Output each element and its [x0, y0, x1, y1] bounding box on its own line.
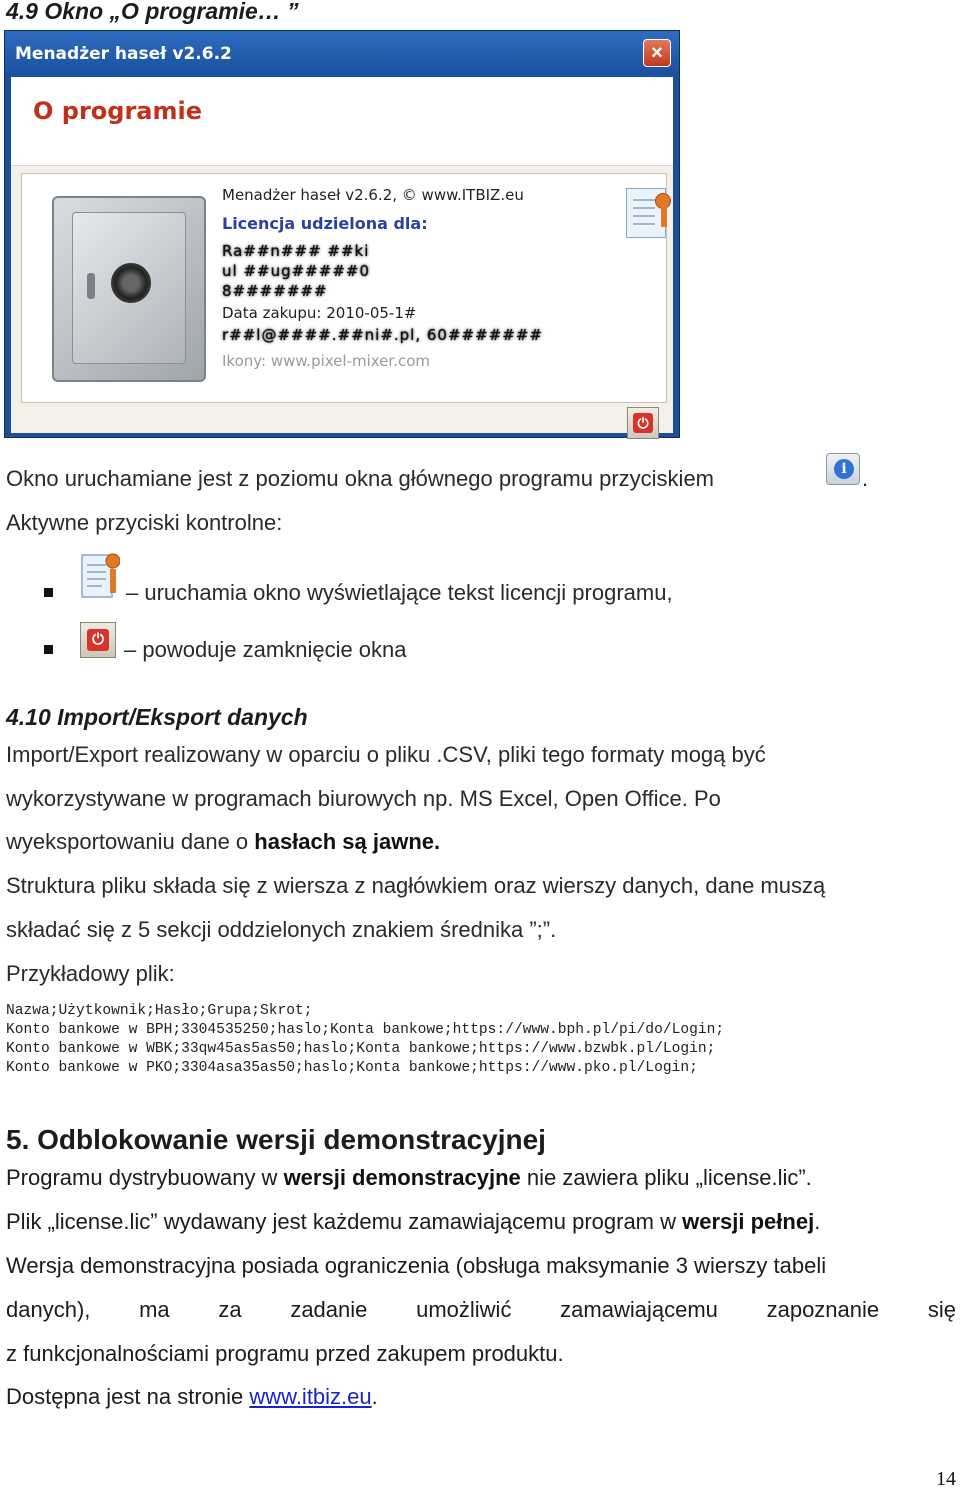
purchase-date: Data zakupu: 2010-05-1#: [222, 304, 417, 322]
license-button-desc: – uruchamia okno wyświetlające tekst licencji programu,: [126, 580, 673, 605]
import-p1-line2: wykorzystywane w programach biurowych np. MS Excel, Open Office. Po: [6, 786, 721, 811]
import-p1-line3: wyeksportowaniu dane o hasłach są jawne.: [6, 829, 441, 854]
cert-text-line: [633, 223, 655, 225]
example-label: Przykładowy plik:: [6, 961, 175, 986]
licensee-postcode-redacted: 8#######: [222, 282, 328, 300]
itbiz-link[interactable]: www.itbiz.eu: [249, 1384, 372, 1409]
section-5-title: 5. Odblokowanie wersji demonstracyjnej: [6, 1124, 546, 1155]
intro-line-1: Okno uruchamiane jest z poziomu okna głównego programu przyciskiem: [6, 466, 715, 491]
window-close-icon[interactable]: ×: [643, 39, 671, 67]
safe-dial: [111, 263, 151, 303]
power-off-icon: [80, 622, 116, 658]
demo-line-3: Wersja demonstracyjna posiada ograniczenia (obsługa maksymanie 3 wierszy tabeli: [6, 1253, 827, 1278]
safe-icon: [52, 196, 206, 382]
safe-handle: [87, 273, 95, 299]
import-p2-line2: składać się z 5 sekcji oddzielonych znakiem średnika ”;”.: [6, 917, 557, 942]
bullet: [44, 588, 53, 597]
window-body: [11, 77, 673, 433]
code-line: Konto bankowe w WBK;33qw45as5as50;haslo;Konta bankowe;https://www.bzwbk.pl/Login;: [6, 1041, 716, 1057]
close-button-desc: – powoduje zamknięcie okna: [124, 637, 407, 662]
licensee-address-redacted: ul ##ug#####0: [222, 262, 370, 280]
intro-line-2: Aktywne przyciski kontrolne:: [6, 510, 283, 535]
license-certificate-icon[interactable]: [626, 188, 666, 238]
window-titlebar: [5, 31, 679, 77]
power-icon: ⏻: [633, 413, 653, 433]
close-window-button[interactable]: [627, 407, 659, 439]
section-4-10-title: 4.10 Import/Eksport danych: [6, 704, 308, 730]
section-4-9-title: 4.9 Okno „O programie… ”: [6, 0, 299, 24]
info-icon: [826, 453, 860, 485]
demo-line-4: danych), ma za zadanie umożliwić zamawiającemu zapoznanie się: [6, 1297, 956, 1322]
about-panel: [21, 173, 667, 403]
code-line: Konto bankowe w BPH;3304535250;haslo;Konta bankowe;https://www.bph.pl/pi/do/Login;: [6, 1022, 725, 1038]
code-line: Nazwa;Użytkownik;Hasło;Grupa;Skrot;: [6, 1003, 313, 1019]
safe-door: [72, 212, 186, 364]
demo-line-2: Plik „license.lic” wydawany jest każdemu zamawiającemu program w wersji pełnej.: [6, 1209, 821, 1234]
window-header: [11, 77, 673, 166]
icons-credit: Ikony: www.pixel-mixer.com: [222, 352, 430, 370]
import-p1-line1: Import/Export realizowany w oparciu o pliku .CSV, pliki tego formaty mogą być: [6, 742, 766, 767]
demo-line-6: Dostępna jest na stronie www.itbiz.eu.: [6, 1384, 378, 1409]
cert-ribbon: [661, 207, 667, 227]
cert-text-line: [633, 215, 655, 217]
demo-line-1: Programu dystrybuowany w wersji demonstracyjne nie zawiera pliku „license.lic”.: [6, 1165, 812, 1190]
window-title: Menadżer haseł v2.6.2: [15, 44, 232, 64]
licensee-contact-redacted: r##l@####.##ni#.pl, 60#######: [222, 326, 543, 344]
page-number: 14: [936, 1468, 956, 1490]
demo-line-5: z funkcjonalnościami programu przed zakupem produktu.: [6, 1341, 564, 1366]
license-label: Licencja udzielona dla:: [222, 214, 428, 233]
info-glyph: i: [834, 459, 854, 479]
cert-text-line: [633, 199, 655, 201]
about-window-screenshot: [4, 30, 680, 438]
import-p2-line1: Struktura pliku składa się z wiersza z nagłówkiem oraz wierszy danych, dane muszą: [6, 873, 826, 898]
window-header-title: O programie: [33, 97, 202, 125]
licensee-name-redacted: Ra##n### ##ki: [222, 242, 370, 260]
power-icon: ⏻: [87, 629, 109, 651]
cert-text-line: [633, 207, 655, 209]
code-line: Konto bankowe w PKO;3304asa35as50;haslo;Konta bankowe;https://www.pko.pl/Login;: [6, 1060, 698, 1076]
intro-line-1-end: .: [862, 466, 869, 491]
license-certificate-icon: [80, 551, 120, 601]
version-line: Menadżer haseł v2.6.2, © www.ITBIZ.eu: [222, 186, 524, 204]
bullet: [44, 645, 53, 654]
